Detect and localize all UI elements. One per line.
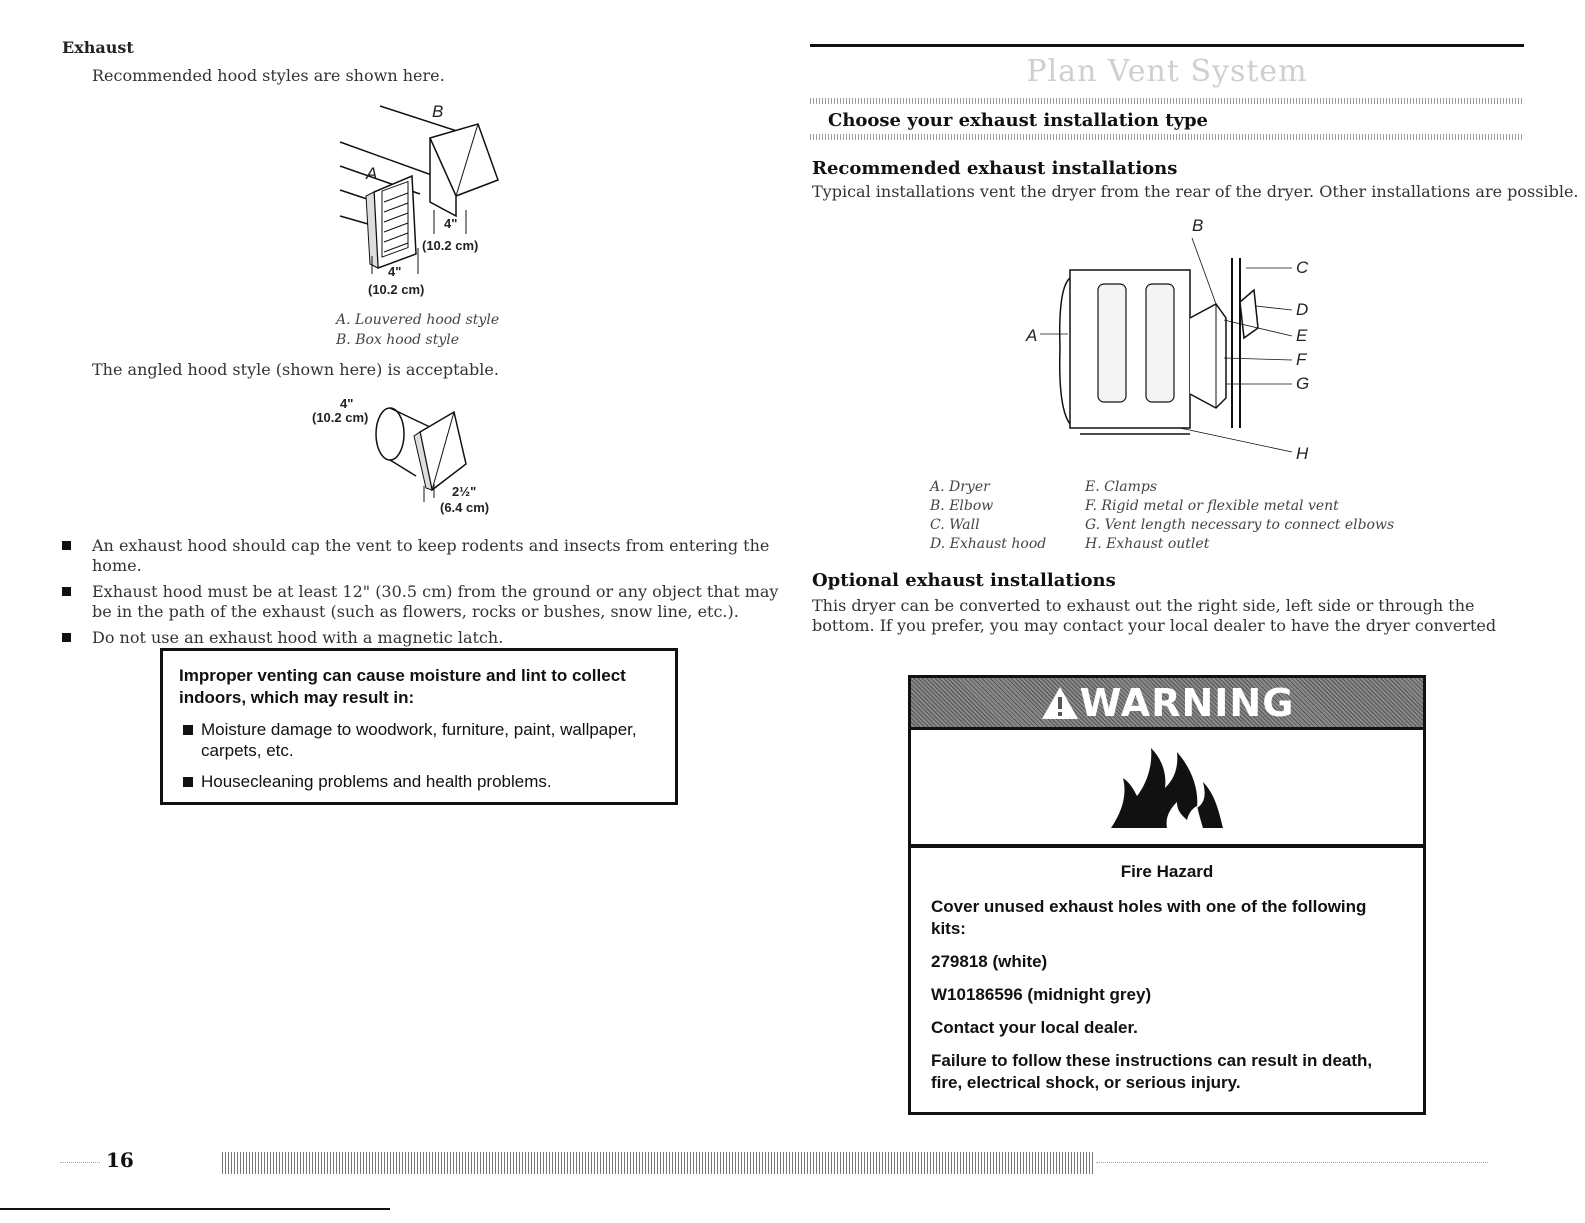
hood-bullets — [62, 536, 782, 654]
subsection-title: Choose your exhaust installation type — [828, 110, 1209, 131]
figure2-dim-top-metric: (10.2 cm) — [312, 410, 369, 425]
diagram-label-d: D — [1296, 300, 1309, 319]
caution-item — [179, 771, 661, 792]
angled-hood-text: The angled hood style (shown here) is acceptable. — [92, 360, 499, 379]
recommended-heading: Recommended exhaust installations — [812, 158, 1178, 179]
warning-line: Failure to follow these instructions can result in death, fire, electrical shock, or serious injury. — [931, 1051, 1373, 1092]
figure1-dim-height-metric: (10.2 cm) — [368, 282, 425, 297]
bottom-rule — [0, 1208, 390, 1210]
warning-line: 279818 (white) — [931, 952, 1048, 971]
page-number: 16 — [106, 1148, 134, 1172]
caption-box: B. Box hood style — [336, 332, 460, 348]
section-title: Plan Vent System — [1026, 54, 1308, 89]
warning-body — [911, 848, 1423, 1094]
warning-line: W10186596 (midnight grey) — [931, 985, 1152, 1004]
bullet-item — [62, 582, 782, 622]
section-top-rule — [810, 44, 1524, 47]
diagram-label-f: F — [1296, 350, 1307, 369]
diagram-label-e: E — [1296, 326, 1308, 345]
caution-item — [179, 719, 661, 761]
optional-heading: Optional exhaust installations — [812, 570, 1116, 591]
bullet-text: Do not use an exhaust hood with a magnetic latch. — [92, 628, 504, 647]
exhaust-intro-text: Recommended hood styles are shown here. — [92, 66, 445, 85]
warning-header — [911, 678, 1423, 730]
figure1-dim-width: 4" — [444, 216, 458, 231]
warning-icon-area — [911, 730, 1423, 848]
bullet-square-icon — [62, 541, 71, 550]
venting-caution-box — [160, 648, 678, 805]
diagram-label-b: B — [1192, 216, 1204, 235]
section-band-top — [810, 98, 1524, 104]
figure2-dim-bottom-metric: (6.4 cm) — [440, 500, 490, 515]
legend-row: A. Dryer E. Clamps — [930, 479, 1158, 495]
figure1-label-a: A — [366, 164, 378, 183]
caption-louvered: A. Louvered hood style — [336, 312, 500, 328]
caution-item-text: Housecleaning problems and health problems. — [201, 772, 552, 791]
bullet-text: An exhaust hood should cap the vent to keep rodents and insects from entering the home. — [92, 536, 770, 575]
caution-item-text: Moisture damage to woodwork, furniture, paint, wallpaper, carpets, etc. — [201, 720, 637, 760]
figure2-dim-bottom: 2½" — [452, 484, 477, 499]
warning-triangle-icon — [1040, 685, 1080, 721]
legend-row: C. Wall G. Vent length necessary to connect elbows — [930, 517, 1395, 533]
warning-line: Cover unused exhaust holes with one of the following kits: — [931, 897, 1367, 938]
legend-row: D. Exhaust hood H. Exhaust outlet — [930, 536, 1210, 552]
warning-title: WARNING — [1079, 680, 1295, 725]
bullet-item — [62, 628, 782, 648]
bullet-square-icon — [62, 587, 71, 596]
figure1-dim-width-metric: (10.2 cm) — [422, 238, 479, 253]
figure1-dim-height: 4" — [388, 264, 402, 279]
bullet-text: Exhaust hood must be at least 12" (30.5 cm) from the ground or any object that may be in the path of the exhaust (such as flowers, rocks or bushes, snow line, etc.). — [92, 582, 779, 621]
diagram-label-h: H — [1296, 444, 1309, 463]
recommended-text: Typical installations vent the dryer from the rear of the dryer. Other installations are possible. — [812, 182, 1579, 201]
optional-text: This dryer can be converted to exhaust out the right side, left side or through the bottom. If you prefer, you may contact your local dealer to have the dryer converted — [812, 596, 1497, 635]
warning-box — [908, 675, 1426, 1115]
figure1-caption — [336, 310, 499, 350]
hood-styles-figure — [330, 98, 530, 298]
exhaust-heading: Exhaust — [62, 38, 134, 57]
diagram-legend — [930, 478, 1450, 554]
legend-row: B. Elbow F. Rigid metal or flexible metal vent — [930, 498, 1339, 514]
diagram-label-g: G — [1296, 374, 1310, 393]
footer-band — [222, 1152, 1094, 1174]
bullet-square-icon — [183, 725, 193, 735]
bullet-square-icon — [62, 633, 71, 642]
dryer-installation-diagram — [1040, 238, 1300, 468]
figure2-dim-top: 4" — [340, 396, 354, 411]
footer-dotted-rule — [1096, 1162, 1488, 1163]
bullet-square-icon — [183, 777, 193, 787]
diagram-label-a: A — [1026, 326, 1038, 345]
figure1-label-b: B — [432, 102, 444, 121]
section-band-bottom — [810, 134, 1524, 140]
caution-title: Improper venting can cause moisture and lint to collect indoors, which may result in: — [179, 666, 626, 707]
footer-dotted-rule-left — [60, 1162, 100, 1163]
fire-hazard-icon — [1107, 742, 1227, 832]
diagram-label-c: C — [1296, 258, 1309, 277]
warning-hazard: Fire Hazard — [1120, 862, 1214, 881]
warning-line: Contact your local dealer. — [931, 1018, 1138, 1037]
bullet-item — [62, 536, 782, 576]
